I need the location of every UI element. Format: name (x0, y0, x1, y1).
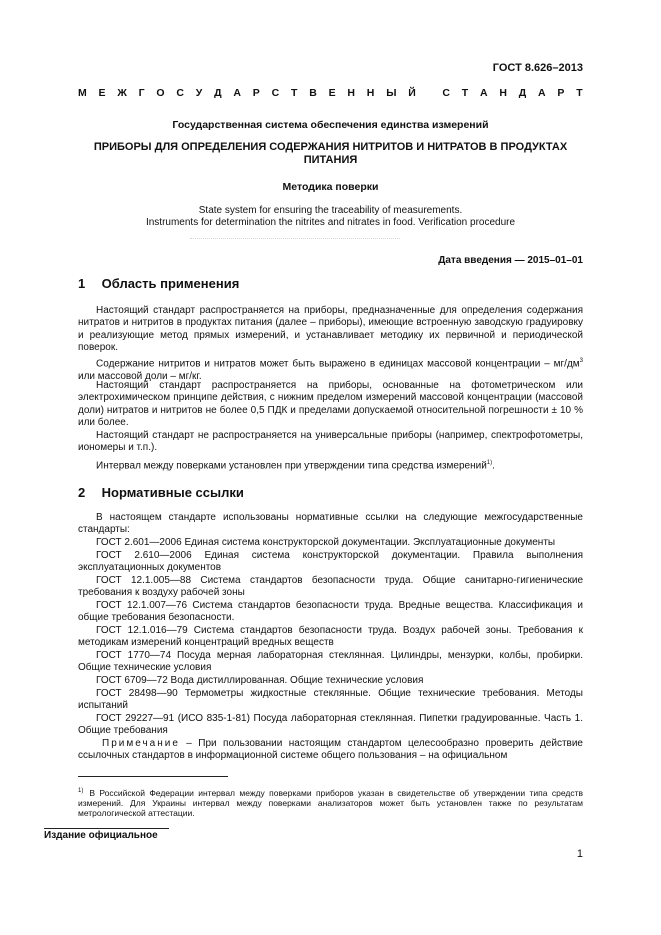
section-1-number: 1 (78, 276, 86, 291)
reference-2: ГОСТ 2.610—2006 Единая система конструкторской документации. Правила выполнения эксплуатационных документов (78, 550, 583, 574)
banner-letter: А (538, 87, 546, 99)
effective-date: Дата введения — 2015–01–01 (438, 255, 583, 266)
p2-text-end: или массовой доли – мг/кг. (78, 370, 202, 382)
banner-letter: А (479, 87, 488, 99)
reference-5: ГОСТ 12.1.016—79 Система стандартов безопасности труда. Воздух рабочей зоны. Требования к методикам измерений концентраций вредных веществ (78, 625, 583, 649)
reference-1: ГОСТ 2.601—2006 Единая система конструкторской документации. Эксплуатационные документы (96, 537, 556, 548)
section-1-paragraph-1: Настоящий стандарт распространяется на приборы, предназначенные для определения содержания нитратов и нитритов в продуктах питания (далее – приборы), имеющие встроенную заводскую градуировку и реализующие метод прямых измерений, и устанавливает методику их первичной и периодической поверок. (78, 305, 583, 354)
section-1-paragraph-5 (78, 457, 583, 473)
p5-text-end: . (492, 460, 495, 472)
p5-text: Интервал между поверками установлен при утверждении типа средства измерений (96, 460, 487, 472)
interstate-standard-banner (78, 87, 583, 99)
banner-letter: Д (518, 87, 527, 99)
banner-letter: С (176, 87, 184, 99)
english-title (78, 205, 583, 229)
banner-letter (428, 87, 431, 99)
p2-text: Содержание нитритов и нитратов может быть выражено в единицах массовой концентрации – мг/дм (96, 358, 580, 370)
banner-letter: Е (98, 87, 106, 99)
reference-7: ГОСТ 6709—72 Вода дистиллированная. Общие технические условия (96, 675, 424, 686)
footnote (78, 786, 583, 818)
reference-3: ГОСТ 12.1.005—88 Система стандартов безопасности труда. Общие санитарно-гигиенические требования к воздуху рабочей зоны (78, 575, 583, 599)
section-2-intro: В настоящем стандарте использованы нормативные ссылки на следующие межгосударственные стандарты: (78, 512, 583, 536)
banner-letter: О (156, 87, 165, 99)
banner-letter: Г (138, 87, 145, 99)
banner-letter: Т (290, 87, 298, 99)
footnote-separator (78, 776, 228, 777)
banner-letter: Н (366, 87, 375, 99)
system-title: Государственная система обеспечения единства измерений (172, 119, 489, 131)
footnote-ref: 1) (486, 460, 493, 466)
edition-separator (44, 828, 169, 829)
banner-letter: Р (557, 87, 565, 99)
banner-letter: Д (214, 87, 222, 99)
method-title: Методика поверки (282, 181, 379, 193)
banner-letter: У (195, 87, 203, 99)
section-1-paragraph-3: Настоящий стандарт распространяется на приборы, основанные на фотометрическом или электрохимическом принципе действия, с нижним пределом измерений массовой концентрации (массовой доли) нитратов и нитритов не более 0,5 ПДК и пределами допускаемой относительной погрешности ± 10 % или более. (78, 380, 583, 429)
document-code: ГОСТ 8.626–2013 (492, 62, 583, 74)
banner-letter: Н (347, 87, 355, 99)
footnote-text: В Российской Федерации интервал между поверками приборов указан в свидетельстве об утверждении типа средств измерений. Для Украины интервал между поверками анализаторов может быть установлен также по результатам метрологической аттестации. (78, 787, 583, 818)
english-title-line2: Instruments for determination the nitrites and nitrates in food. Verification procedure (145, 217, 516, 228)
section-1-title: Область применения (101, 276, 240, 291)
official-edition-label: Издание официальное (44, 830, 158, 841)
note-text: – При пользовании настоящим стандартом целесообразно проверить действие ссылочных стандартов в информационной системе общего пользования – на официальном (78, 738, 583, 762)
page-number: 1 (576, 848, 583, 860)
banner-letter: Ж (117, 87, 127, 99)
faint-divider (190, 238, 400, 239)
document-title: ПРИБОРЫ ДЛЯ ОПРЕДЕЛЕНИЯ СОДЕРЖАНИЯ НИТРИТОВ И НИТРАТОВ В ПРОДУКТАХ ПИТАНИЯ (93, 141, 568, 166)
section-1-paragraph-2 (78, 355, 583, 383)
reference-4: ГОСТ 12.1.007—76 Система стандартов безопасности труда. Вредные вещества. Классификация и общие требования безопасности. (78, 600, 583, 624)
banner-letter: В (309, 87, 317, 99)
section-2-number: 2 (78, 485, 86, 500)
section-2-title: Нормативные ссылки (101, 485, 244, 500)
banner-letter: С (442, 87, 450, 99)
banner-letter: Т (576, 87, 583, 99)
reference-9: ГОСТ 29227—91 (ИСО 835-1-81) Посуда лабораторная стеклянная. Пипетки градуированные. Часть 1. Общие требования (78, 713, 583, 737)
banner-letter: Н (499, 87, 507, 99)
banner-letter: С (271, 87, 280, 99)
section-2-heading (78, 485, 244, 500)
banner-letter: Т (461, 87, 469, 99)
footnote-mark: 1) (78, 788, 84, 794)
banner-letter: Р (252, 87, 260, 99)
note-label: Примечание (102, 738, 180, 749)
p2-superscript: 3 (579, 358, 583, 364)
english-title-line1: State system for ensuring the traceability of measurements. (198, 205, 463, 216)
section-1-paragraph-4: Настоящий стандарт не распространяется на универсальные приборы (например, спектрофотометры, иономеры и т.п.). (78, 430, 583, 454)
banner-letter: Ы (386, 87, 397, 99)
reference-8: ГОСТ 28498—90 Термометры жидкостные стеклянные. Общие технические требования. Методы испытаний (78, 688, 583, 712)
note-paragraph (78, 738, 583, 763)
banner-letter: М (78, 87, 87, 99)
banner-letter: Е (328, 87, 336, 99)
banner-letter: Й (408, 87, 416, 99)
reference-6: ГОСТ 1770—74 Посуда мерная лабораторная стеклянная. Цилиндры, мензурки, колбы, пробирки. Общие технические условия (78, 650, 583, 674)
section-1-heading (78, 276, 239, 291)
banner-letter: А (233, 87, 241, 99)
